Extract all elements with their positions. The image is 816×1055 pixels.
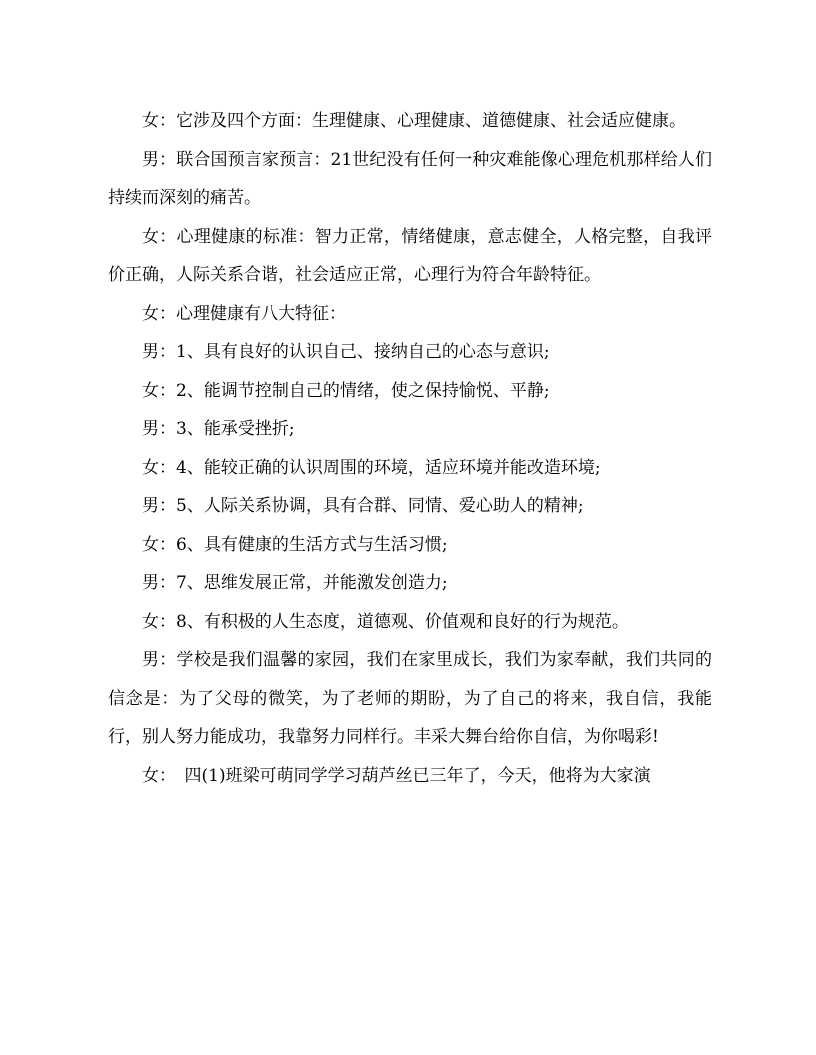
paragraph-7: 男：3、能承受挫折;	[142, 419, 295, 439]
paragraph-2: 男：联合国预言家预言：21世纪没有任何一种灾难能像心理危机那样给人们持续而深刻的痛苦。	[108, 149, 712, 208]
paragraph-14: 女： 四(1)班梁可萌同学学习葫芦丝已三年了，今天，他将为大家演	[142, 765, 651, 786]
paragraph-10: 女：6、具有健康的生活方式与生活习惯;	[142, 534, 448, 555]
paragraph-11: 男：7、思维发展正常，并能激发创造力;	[142, 573, 448, 593]
document-body	[108, 102, 712, 795]
paragraph-5: 男：1、具有良好的认识自己、接纳自己的心态与意识;	[142, 342, 550, 362]
paragraph-9: 男：5、人际关系协调，具有合群、同情、爱心助人的精神;	[142, 496, 584, 516]
paragraph-4: 女：心理健康有八大特征：	[142, 303, 346, 324]
paragraph-3: 女：心理健康的标准：智力正常，情绪健康，意志健全，人格完整，自我评价正确，人际关系合谐，社会适应正常，心理行为符合年龄特征。	[108, 226, 712, 285]
paragraph-8: 女：4、能较正确的认识周围的环境，适应环境并能改造环境;	[142, 457, 601, 478]
paragraph-13: 男：学校是我们温馨的家园，我们在家里成长，我们为家奉献，我们共同的信念是：为了父母的微笑，为了老师的期盼，为了自己的将来，我自信，我能行，别人努力能成功，我靠努力同样行。丰采大舞台给你自信，为你喝彩!	[108, 650, 712, 747]
paragraph-12: 女：8、有积极的人生态度，道德观、价值观和良好的行为规范。	[142, 611, 629, 632]
paragraph-1: 女：它涉及四个方面：生理健康、心理健康、道德健康、社会适应健康。	[142, 111, 686, 131]
paragraph-6: 女：2、能调节控制自己的情绪，使之保持愉悦、平静;	[142, 380, 550, 401]
